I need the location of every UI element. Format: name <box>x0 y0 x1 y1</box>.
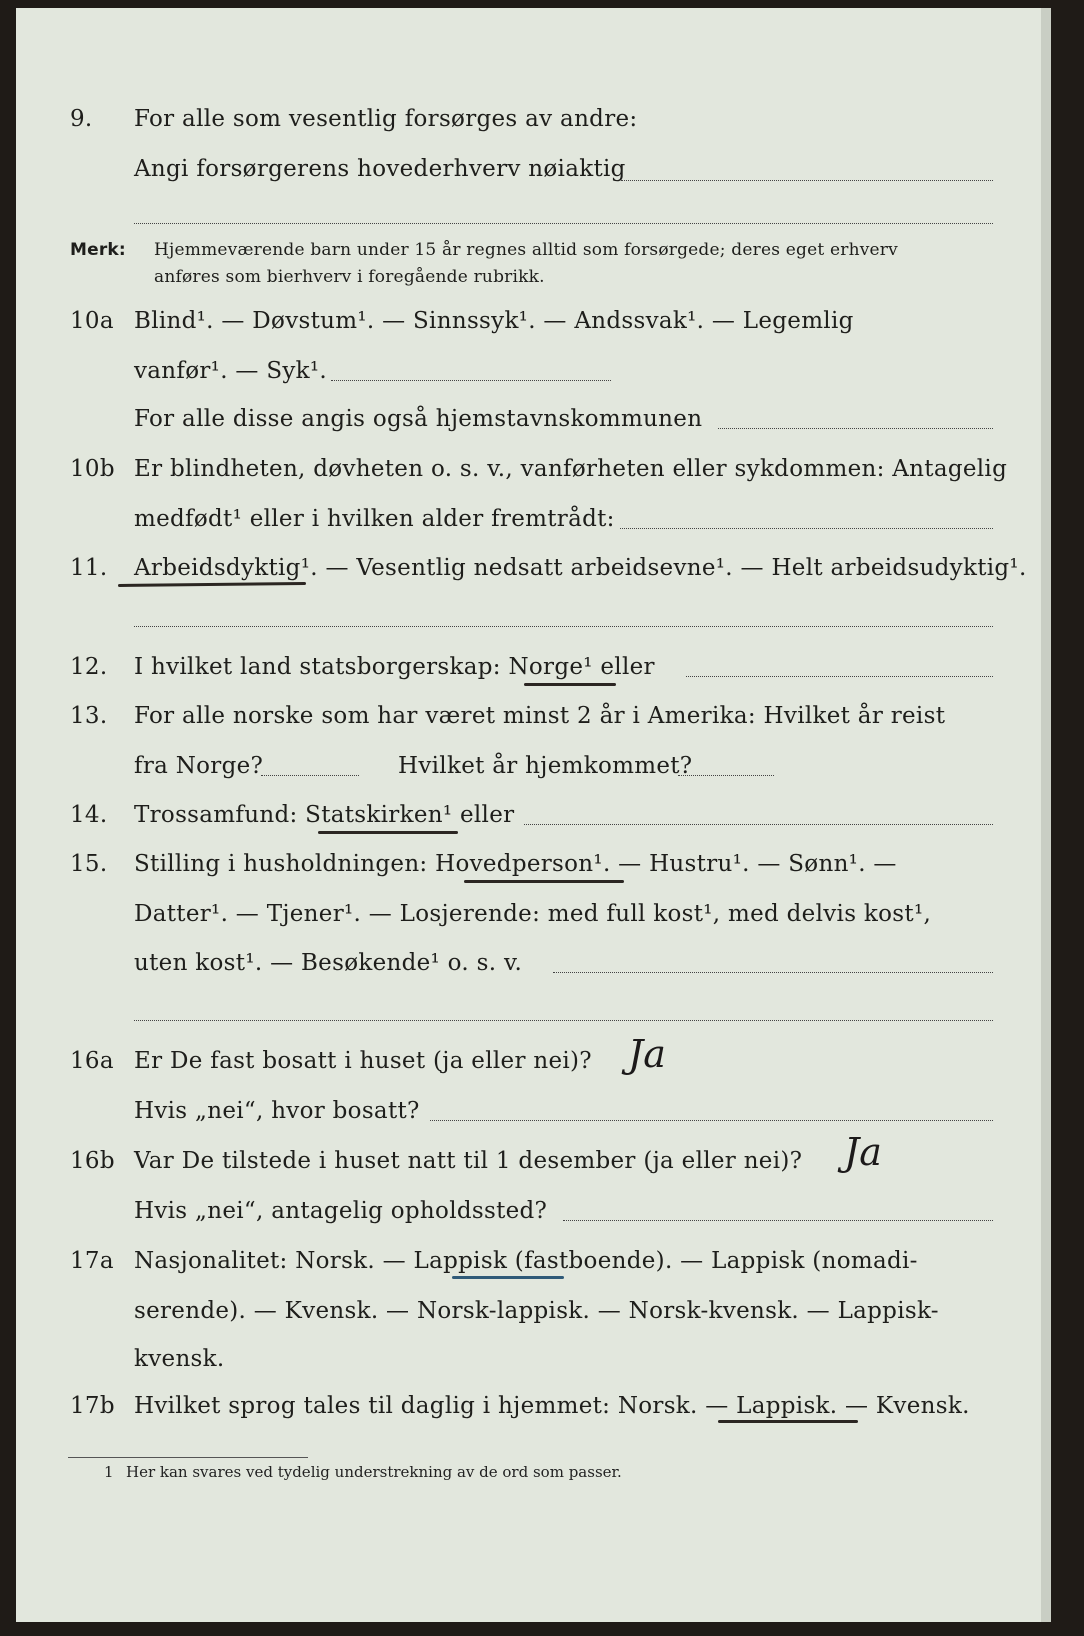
q17a-underline-lappisk <box>452 1276 564 1279</box>
q16a-number: 16a <box>70 1048 114 1074</box>
merk-label: Merk: <box>70 240 126 260</box>
q15-text3: uten kost¹. — Besøkende¹ o. s. v. <box>134 950 523 976</box>
q17b-number: 17b <box>70 1393 115 1419</box>
q13-return-year-line <box>678 775 774 776</box>
q14-answer-line <box>524 824 993 825</box>
q13-text1: For alle norske som har været minst 2 år i Amerika: Hvilket år reist <box>134 703 946 729</box>
q15-text1: Stilling i husholdningen: Hovedperson¹. — Hustru¹. — Sønn¹. — <box>134 851 897 877</box>
q11-answer-line <box>134 626 993 627</box>
q11-text1: Arbeidsdyktig¹. — Vesentlig nedsatt arbeidsevne¹. — Helt arbeidsudyktig¹. <box>134 555 1027 581</box>
q11-number: 11. <box>70 555 108 581</box>
q12-number: 12. <box>70 654 108 680</box>
q13-text2a: fra Norge? <box>134 753 264 779</box>
q10a-text1: Blind¹. — Døvstum¹. — Sinnssyk¹. — Andssvak¹. — Legemlig <box>134 308 854 334</box>
q9-answer-line <box>621 180 993 181</box>
q9-text2: Angi forsørgerens hovederhverv nøiaktig <box>134 156 626 182</box>
q13-number: 13. <box>70 703 108 729</box>
q10a-sick-answer-line <box>331 380 611 381</box>
q9-number: 9. <box>70 106 93 132</box>
footnote-rule <box>68 1457 308 1458</box>
q15-number: 15. <box>70 851 108 877</box>
q14-text1: Trossamfund: Statskirken¹ eller <box>134 802 515 828</box>
q16b-text2: Hvis „nei“, antagelig opholdssted? <box>134 1198 548 1224</box>
q16a-handwritten-answer: Ja <box>628 1032 666 1076</box>
q10a-municipality-answer-line <box>718 428 993 429</box>
q14-underline-statskirken <box>318 831 458 834</box>
q15-underline-hovedperson <box>464 880 624 883</box>
q15-answer-line-2 <box>134 1020 993 1021</box>
q13-text2b: Hvilket år hjemkommet? <box>398 753 693 779</box>
q10a-text3: For alle disse angis også hjemstavnskommunen <box>134 406 703 432</box>
q13-departure-year-line <box>261 775 359 776</box>
q16b-handwritten-answer: Ja <box>844 1130 882 1174</box>
q17a-number: 17a <box>70 1248 114 1274</box>
census-form-page <box>16 8 1051 1622</box>
q10a-number: 10a <box>70 308 114 334</box>
q17a-text2: serende). — Kvensk. — Norsk-lappisk. — Norsk-kvensk. — Lappisk- <box>134 1298 939 1324</box>
q16b-number: 16b <box>70 1148 115 1174</box>
q9-answer-line-2 <box>134 223 993 224</box>
q12-answer-line <box>686 676 993 677</box>
q9-text1: For alle som vesentlig forsørges av andre: <box>134 106 638 132</box>
footnote-mark: 1 <box>104 1463 114 1481</box>
footnote-text: Her kan svares ved tydelig understrekning av de ord som passer. <box>126 1463 622 1481</box>
q12-text1: I hvilket land statsborgerskap: Norge¹ eller <box>134 654 655 680</box>
q10a-text2: vanfør¹. — Syk¹. <box>134 358 328 384</box>
q15-text2: Datter¹. — Tjener¹. — Losjerende: med full kost¹, med delvis kost¹, <box>134 901 932 927</box>
q15-answer-line <box>553 972 993 973</box>
q10b-number: 10b <box>70 456 115 482</box>
q14-number: 14. <box>70 802 108 828</box>
page-edge <box>1041 8 1051 1622</box>
q10b-answer-line <box>620 528 993 529</box>
q10b-text2: medfødt¹ eller i hvilken alder fremtrådt: <box>134 506 615 532</box>
q10b-text1: Er blindheten, døvheten o. s. v., vanførheten eller sykdommen: Antagelig <box>134 456 1008 482</box>
q17a-text1: Nasjonalitet: Norsk. — Lappisk (fastboende). — Lappisk (nomadi- <box>134 1248 918 1274</box>
merk-text2: anføres som bierhverv i foregående rubrikk. <box>154 267 545 287</box>
q16a-text2: Hvis „nei“, hvor bosatt? <box>134 1098 420 1124</box>
q17b-text1: Hvilket sprog tales til daglig i hjemmet: Norsk. — Lappisk. — Kvensk. <box>134 1393 970 1419</box>
merk-text1: Hjemmeværende barn under 15 år regnes alltid som forsørgede; deres eget erhverv <box>154 240 898 260</box>
q17a-text3: kvensk. <box>134 1346 225 1372</box>
q16b-text1: Var De tilstede i huset natt til 1 desember (ja eller nei)? <box>134 1148 803 1174</box>
q16a-text1: Er De fast bosatt i huset (ja eller nei)? <box>134 1048 592 1074</box>
q11-underline-arbeidsdyktig <box>118 582 306 587</box>
q16b-answer-line <box>563 1220 993 1221</box>
q12-underline-norge <box>524 683 616 686</box>
q16a-answer-line <box>430 1120 993 1121</box>
q17b-underline-lappisk <box>718 1420 858 1423</box>
